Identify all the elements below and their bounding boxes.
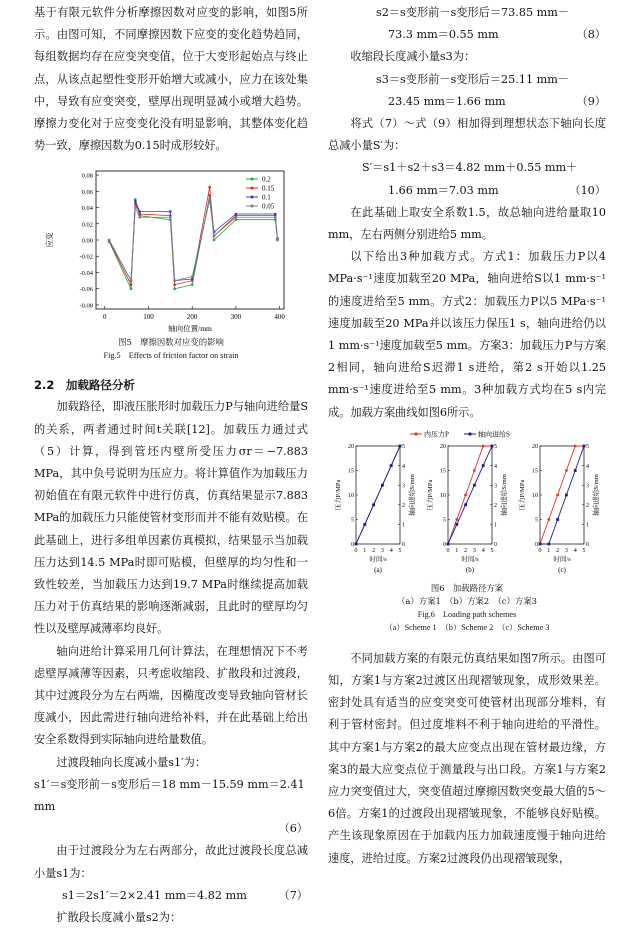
series-point-0.05	[173, 280, 176, 283]
left-column	[34, 0, 308, 929]
series-point-0.2	[213, 239, 216, 242]
series-point-0.1	[169, 211, 172, 214]
equation-10-cont	[328, 180, 606, 202]
legend-label-0.1: 0.1	[262, 193, 271, 202]
y-tick-label: 0.02	[81, 221, 93, 229]
panel-frame	[540, 446, 584, 544]
y2-tick-label: 4	[402, 463, 405, 470]
paragraph-fig7: 不同加载方案的有限元仿真结果如图7所示。由图可知，方案1与方案2过渡区出现褶皱现象，成形效果差。密封处具有适当的应变突变可使管材出现部分堆料，有利于管材密封。但过度堆料不利于轴向进给的平滑性。其中方案1与方案2的最大应变点出现在管材最边缘，方案3的最大应变点位于测量段与出口段。方案1与方案2应力突变值过大，突变值超过摩擦因数突变最大值的5～6倍。方案1的过渡段出现褶皱现象，不能够良好贴模。产生该现象原因在于加载内压力加载速度慢于轴向进给速度，进给过度。方案2过渡段仍出现褶皱现象，	[328, 651, 606, 865]
paragraph-friction: 基于有限元软件分析摩擦因数对应变的影响，如图5所示。由图可知，不同摩擦因数下应变的变化趋势趋同，每组数据均存在应变突变值，位于大变形起始点与终止点，从该点起塑性变形开始增大或减小，应力在该处集中，导致有应变突变，壁厚出现明显减小或增大趋势。摩擦力变化对于应变变化没有明显影响，其整体变化趋势一致，摩擦因数为0.15时成形较好。	[34, 6, 308, 153]
x-tick-label: 0	[538, 547, 542, 554]
series-point-0.1	[235, 213, 238, 216]
legend-label-s: 轴向进给S	[478, 430, 510, 439]
x-tick-label: 2	[464, 547, 468, 554]
equation-9	[328, 69, 606, 91]
figure-6-subcaption-en: （a）Scheme 1 （b）Scheme 2 （c）Scheme 3	[384, 622, 550, 632]
y-tick-label: 10	[440, 493, 446, 500]
series-point-0.15	[173, 284, 176, 287]
y2-tick-label: 0	[402, 542, 405, 549]
y2-axis-label: 轴向进给S/mm	[501, 474, 508, 516]
y-tick-label: -0.08	[79, 302, 93, 310]
figure-5-caption-en: Fig.5 Effects of friction factor on strain	[103, 351, 239, 361]
series-point-feed	[583, 444, 586, 447]
y2-axis-label: 轴向进给S/mm	[593, 474, 600, 516]
equation-10-line2: 1.66 mm＝7.03 mm	[388, 183, 499, 197]
series-point-0.2	[130, 288, 133, 291]
figure-6-subcaption-cn: （a）方案1 （b）方案2 （c）方案3	[397, 595, 537, 606]
legend-marker-p	[414, 432, 417, 435]
equation-6-body: s1′＝s变形前－s变形后＝18 mm－15.59 mm＝2.41 mm	[34, 777, 305, 814]
section-title: 2.2 加载路径分析	[34, 378, 135, 393]
series-point-pressure	[473, 469, 476, 472]
legend-marker-0.1	[251, 196, 254, 199]
series-point-pressure	[547, 518, 550, 521]
y-tick-label: 20	[532, 444, 538, 451]
series-point-pressure	[565, 469, 568, 472]
y-tick-label: 0.06	[81, 189, 93, 197]
series-point-0.2	[191, 284, 194, 287]
x-tick-label: 0	[446, 547, 450, 554]
equation-6	[34, 774, 308, 818]
y-tick-label: 5	[351, 517, 354, 524]
y2-tick-label: 2	[402, 502, 405, 509]
paragraph-s3: 收缩段长度减小量s3为：	[350, 50, 476, 64]
y2-tick-label: 4	[494, 463, 497, 470]
subfigure-label: (b)	[465, 565, 475, 574]
series-point-feed	[482, 464, 485, 467]
equation-8-cont	[328, 24, 606, 46]
series-point-feed	[556, 518, 559, 521]
legend-label-0.05: 0.05	[262, 202, 275, 211]
x-tick-label: 0	[102, 313, 107, 322]
y-tick-label: 15	[348, 468, 354, 475]
legend-label-0.2: 0.2	[262, 175, 271, 184]
x-tick-label: 2	[372, 547, 376, 554]
series-point-pressure	[482, 444, 485, 447]
y-tick-label: -0.02	[79, 254, 93, 262]
x-tick-label: 4	[573, 547, 577, 554]
y-tick-label: 0.04	[81, 205, 93, 213]
y-tick-label: 0	[351, 542, 354, 549]
series-point-feed	[473, 484, 476, 487]
series-point-0.1	[191, 278, 194, 281]
equation-10-line1: S′＝s1＋s2＋s3＝4.82 mm＋0.55 mm＋	[362, 161, 578, 175]
y2-tick-label: 5	[586, 444, 589, 451]
y-tick-label: 15	[440, 468, 446, 475]
y-axis-label: 压力P/MPa	[519, 479, 526, 511]
figure-6-chart	[328, 428, 606, 578]
legend-label-0.15: 0.15	[262, 184, 275, 193]
series-point-0.15	[130, 284, 133, 287]
series-point-0.05	[213, 235, 216, 238]
series-point-0.2	[235, 219, 238, 222]
paragraph-schemes: 以下给出3种加载方式。方式1：加载压力P以4 MPa·s⁻¹速度加载至20 MPa，轴向进给S以1 mm·s⁻¹的速度进给至5 mm。方式2：加载压力P以5 MPa·s⁻¹速度加载至20 MPa并以该压力保压1 s，轴向进给仍以1 mm·s⁻¹速度加载至5 mm。方案3：加载压力P与方案2相同，轴向进给S迟滞1 s进给，第2 s开始以1.25 mm·s⁻¹速度进给至5 mm。3种加载方式均在5 s内完成。加载方案曲线如图6所示。	[328, 250, 606, 419]
y2-tick-label: 1	[586, 522, 589, 529]
series-point-feed	[539, 542, 542, 545]
equation-9-line1: s3＝s变形前－s变形后＝25.11 mm－	[376, 72, 570, 86]
equation-9-line2: 23.45 mm＝1.66 mm	[388, 94, 506, 108]
y-tick-label: -0.04	[79, 270, 93, 278]
y2-tick-label: 0	[586, 542, 589, 549]
series-point-pressure	[556, 493, 559, 496]
x-tick-label: 100	[143, 313, 154, 322]
equation-10	[328, 157, 606, 179]
x-tick-label: 3	[472, 547, 476, 554]
y2-tick-label: 3	[494, 483, 497, 490]
series-point-feed	[491, 444, 494, 447]
series-point-0.1	[274, 213, 277, 216]
y2-tick-label: 2	[494, 502, 497, 509]
series-point-0.05	[191, 276, 194, 279]
y-tick-label: 15	[532, 468, 538, 475]
x-axis-label: 时间/s	[369, 555, 387, 563]
x-tick-label: 3	[380, 547, 384, 554]
equation-7-number: （7）	[278, 888, 308, 902]
series-point-feed	[447, 542, 450, 545]
equation-10-number: （10）	[569, 183, 606, 197]
subfigure-label: (a)	[374, 565, 382, 574]
y2-tick-label: 5	[402, 444, 405, 451]
series-point-0.05	[138, 216, 141, 219]
series-point-feed	[455, 523, 458, 526]
paragraph-s2: 扩散段长度减小量s2为：	[56, 911, 182, 925]
y2-tick-label: 2	[586, 502, 589, 509]
legend-marker-s	[468, 432, 471, 435]
y2-axis-label: 轴向进给S/mm	[409, 474, 416, 516]
y-axis-label: 压力P/MPa	[427, 479, 434, 511]
equation-6-number-row	[34, 818, 308, 840]
equation-6-number: （6）	[278, 822, 308, 836]
x-tick-label: 4	[389, 547, 393, 554]
series-line-feed	[448, 446, 492, 544]
x-tick-label: 0	[354, 547, 358, 554]
y-tick-label: 5	[535, 517, 538, 524]
right-column	[328, 0, 606, 870]
figure-5-chart	[34, 161, 308, 336]
series-point-pressure	[455, 518, 458, 521]
series-point-0.15	[208, 186, 211, 189]
series-point-feed	[464, 503, 467, 506]
series-point-feed	[363, 523, 366, 526]
figure-6-caption-cn: 图6 加载路径方案	[430, 582, 504, 593]
series-line-feed	[540, 446, 584, 544]
figure-5-caption-cn: 图5 摩擦因数对应变的影响	[118, 337, 224, 348]
series-point-0.2	[173, 288, 176, 291]
equation-8	[328, 2, 606, 24]
series-point-0.05	[276, 239, 279, 242]
paragraph-loading-path: 加载路径，即液压胀形时加载压力P与轴向进给量S的关系，两者通过时间t关联[12]。加载压力通过式（5）计算，得到管坯内壁所受压力σr＝−7.883 MPa，其中负号说明为压应力。将计算值作为加载压力初始值在有限元软件中进行仿真，仿真结果显示7.883 MPa的加载压力只能使管材变形而并不能有效贴模。在此基础上，进行多组单因素仿真模拟，结果显示当加载压力达到14.5 MPa时即可贴模，但壁厚的均匀性和一致性较差，当加载压力达到19.7 MPa时继续提高加载压力对于仿真结果的影响逐渐减弱，且此时的壁厚均匀性以及壁厚减薄率均良好。	[34, 400, 308, 636]
series-point-feed	[547, 542, 550, 545]
series-point-0.05	[130, 280, 133, 283]
series-point-pressure	[574, 444, 577, 447]
y2-tick-label: 1	[402, 522, 405, 529]
x-tick-label: 3	[564, 547, 568, 554]
y-tick-label: 5	[443, 517, 446, 524]
y-tick-label: 20	[348, 444, 354, 451]
y2-tick-label: 3	[586, 483, 589, 490]
y-tick-label: -0.06	[79, 286, 93, 294]
y-tick-label: 0	[443, 542, 446, 549]
x-axis-label: 轴向位置/mm	[168, 324, 212, 334]
equation-7	[34, 885, 308, 907]
y2-tick-label: 4	[586, 463, 589, 470]
plot-frame	[96, 171, 284, 309]
equation-9-number: （9）	[576, 94, 606, 108]
paragraph-s1-prime: 过渡段轴向长度减小量s1′为：	[56, 755, 207, 769]
series-point-feed	[381, 484, 384, 487]
series-point-feed	[372, 503, 375, 506]
subfigure-label: (c)	[558, 565, 566, 574]
x-tick-label: 2	[556, 547, 560, 554]
series-point-feed	[574, 469, 577, 472]
series-point-0.05	[134, 207, 137, 210]
paragraph-s1: 由于过渡段分为左右两部分，故此过渡段长度总减小量s1为：	[34, 844, 308, 880]
legend-marker-0.2	[251, 178, 254, 181]
legend-marker-0.05	[251, 205, 254, 208]
x-tick-label: 400	[274, 313, 285, 322]
series-point-0.05	[274, 216, 277, 219]
series-point-0.05	[169, 216, 172, 219]
series-point-feed	[390, 464, 393, 467]
equation-8-line1: s2＝s变形前－s变形后＝73.85 mm－	[376, 6, 570, 19]
y2-tick-label: 5	[494, 444, 497, 451]
paragraph-axial-feed: 轴向进给计算采用几何计算法，在理想情况下不考虑壁厚减薄等因素，只考虑收缩段、扩散段和过渡段，其中过渡段分为左右两端，因椭度改变导致轴向管材长度减小，因此需进行轴向进给补料，并在此基础上给出安全系数得到实际轴向进给量数值。	[34, 644, 308, 747]
y2-tick-label: 0	[494, 542, 497, 549]
figure-6-caption-en: Fig.6 Loading path schemes	[417, 609, 517, 619]
legend-label-p: 内压力P	[424, 430, 449, 439]
series-point-0.1	[138, 211, 141, 214]
x-tick-label: 300	[230, 313, 242, 322]
x-axis-label: 时间/s	[553, 555, 571, 563]
equation-9-cont	[328, 91, 606, 113]
paragraph-total-s: 将式（7）～式（9）相加得到理想状态下轴向长度总减小量S′为：	[328, 117, 606, 153]
x-axis-label: 时间/s	[461, 555, 479, 563]
series-line-pressure	[540, 446, 584, 544]
equation-7-body: s1＝2s1′＝2×2.41 mm＝4.82 mm	[62, 888, 247, 902]
y-tick-label: 20	[440, 444, 446, 451]
equation-8-number: （8）	[576, 28, 606, 42]
equation-8-line2: 73.3 mm＝0.55 mm	[388, 28, 499, 42]
y2-tick-label: 1	[494, 522, 497, 529]
x-tick-label: 1	[363, 547, 367, 554]
y-tick-label: 0	[535, 542, 538, 549]
x-tick-label: 1	[547, 547, 551, 554]
x-tick-label: 4	[481, 547, 485, 554]
paragraph-safety-factor: 在此基础上取安全系数1.5，故总轴向进给量取10 mm，左右两侧分别进给5 mm。	[328, 205, 606, 242]
y-tick-label: 10	[348, 493, 354, 500]
series-point-0.1	[134, 200, 137, 203]
x-tick-label: 5	[398, 547, 402, 554]
series-point-feed	[399, 444, 402, 447]
series-point-feed	[565, 493, 568, 496]
series-point-0.05	[108, 239, 111, 242]
series-point-0.05	[208, 199, 211, 202]
x-tick-label: 1	[455, 547, 459, 554]
series-point-pressure	[464, 493, 467, 496]
legend-marker-0.15	[251, 187, 254, 190]
y-axis-label: 压力P/MPa	[335, 479, 342, 511]
y-tick-label: 0.00	[81, 237, 93, 245]
y-axis-label: 应变	[45, 232, 54, 248]
y-tick-label: 0.08	[81, 172, 93, 180]
x-tick-label: 5	[490, 547, 494, 554]
series-line-feed	[356, 446, 400, 544]
y-tick-label: 10	[532, 493, 538, 500]
series-point-0.05	[235, 216, 238, 219]
x-tick-label: 5	[582, 547, 586, 554]
series-point-feed	[355, 542, 358, 545]
x-tick-label: 200	[186, 313, 198, 322]
y2-tick-label: 3	[402, 483, 405, 490]
